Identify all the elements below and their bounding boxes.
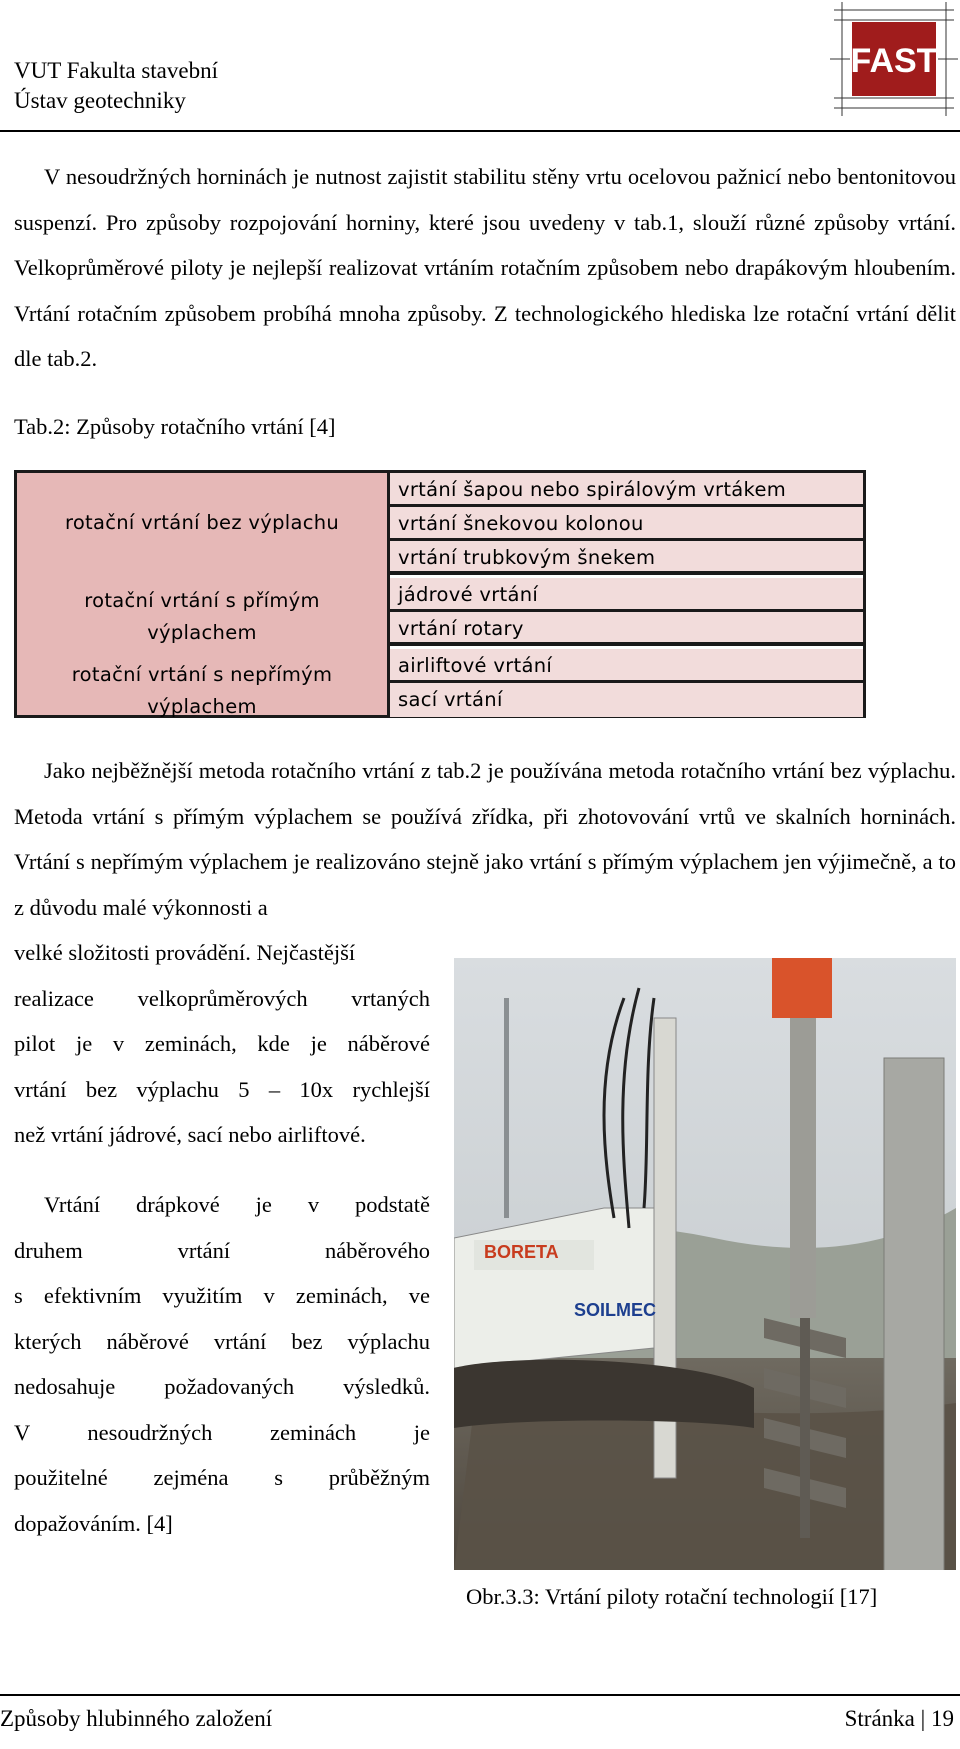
drilling-rig-photo (454, 958, 956, 1570)
figure-caption: Obr.3.3: Vrtání piloty rotační technologií [17] (466, 1584, 878, 1609)
text-line: použitelné zejména s průběžným (14, 1465, 430, 1490)
text-line: V nesoudržných zeminách je (14, 1419, 430, 1445)
rig-maker-text: SOILMEC (574, 1300, 657, 1320)
group-cell: rotační vrtání bez výplachu (64, 511, 340, 534)
text-line: druhem vrtání náběrového (14, 1237, 430, 1263)
text-line: vrtání bez výplachu 5 – 10x rychlejší (14, 1076, 430, 1102)
method-row: vrtání rotary (390, 612, 863, 646)
footer-page-number: Stránka | 19 (844, 1706, 954, 1731)
text-line: dopažováním. [4] (14, 1510, 173, 1536)
text-line: pilot je v zeminách, kde je náběrové (14, 1031, 430, 1056)
text-line: realizace velkoprůměrových vrtaných (14, 985, 430, 1011)
paragraph-common-method: Jako nejběžnější metoda rotačního vrtání z tab.2 je používána metoda rotačního vrtání bez výplachu. Metoda vrtání s přímým výplachem se používá zřídka, při zhotovování vrtů ve skalních horninách. Vrtání s nepřímým výplachem je realizováno stejně jako vrtání s přímým výplachem jen výjimečně, a to z důvodu malé výkonnosti a (14, 758, 956, 920)
footer-rule (0, 1694, 960, 1696)
text-line: velké složitosti provádění. Nejčastější (14, 940, 356, 965)
page-header (14, 56, 218, 116)
text-line: kterých náběrové vrtání bez výplachu (14, 1328, 430, 1354)
method-row: vrtání trubkovým šnekem (390, 541, 863, 575)
paragraph-side-2 (14, 1182, 430, 1546)
logo-text: FAST (850, 42, 938, 80)
method-group-column (17, 473, 390, 718)
fast-logo (828, 0, 960, 118)
institute-name: Ústav geotechniky (14, 88, 186, 113)
faculty-name: VUT Fakulta stavební (14, 58, 218, 83)
text-line: nedosahuje požadovaných výsledků. (14, 1374, 430, 1399)
drilling-rig-illustration (454, 958, 956, 1570)
method-row: airliftové vrtání (390, 649, 863, 683)
method-row: jádrové vrtání (390, 578, 863, 612)
method-row: vrtání šnekovou kolonou (390, 507, 863, 541)
group-cell: rotační vrtání s nepřímým výplachem (71, 663, 333, 718)
paragraph-intro: V nesoudržných horninách je nutnost zajistit stabilitu stěny vrtu ocelovou pažnicí nebo bentonitovou suspenzí. Pro způsoby rozpojování horniny, které jsou uvedeny v tab.1, slouží různé způsoby vrtání. Velkoprůměrové piloty je nejlepší realizovat vrtáním rotačním způsobem nebo drapákovým hloubením. Vrtání rotačním způsobem probíhá mnoha způsoby. Z technologického hlediska lze rotační vrtání dělit dle tab.2. (14, 164, 956, 371)
footer-chapter-title: Způsoby hlubinného založení (0, 1706, 273, 1731)
rig-brand-text: BORETA (484, 1242, 559, 1262)
text-line: než vrtání jádrové, sací nebo airliftové. (14, 1122, 366, 1147)
method-row: sací vrtání (390, 683, 863, 717)
paragraph-side-1 (14, 930, 430, 1158)
group-cell: rotační vrtání s přímým výplachem (84, 589, 320, 644)
text-line: Vrtání drápkové je v podstatě (44, 1192, 430, 1217)
drilling-methods-table (14, 470, 866, 718)
text-line: s efektivním využitím v zeminách, ve (14, 1283, 430, 1308)
header-rule (0, 130, 960, 132)
table-caption: Tab.2: Způsoby rotačního vrtání [4] (14, 414, 336, 439)
method-row: vrtání šapou nebo spirálovým vrtákem (390, 473, 863, 507)
